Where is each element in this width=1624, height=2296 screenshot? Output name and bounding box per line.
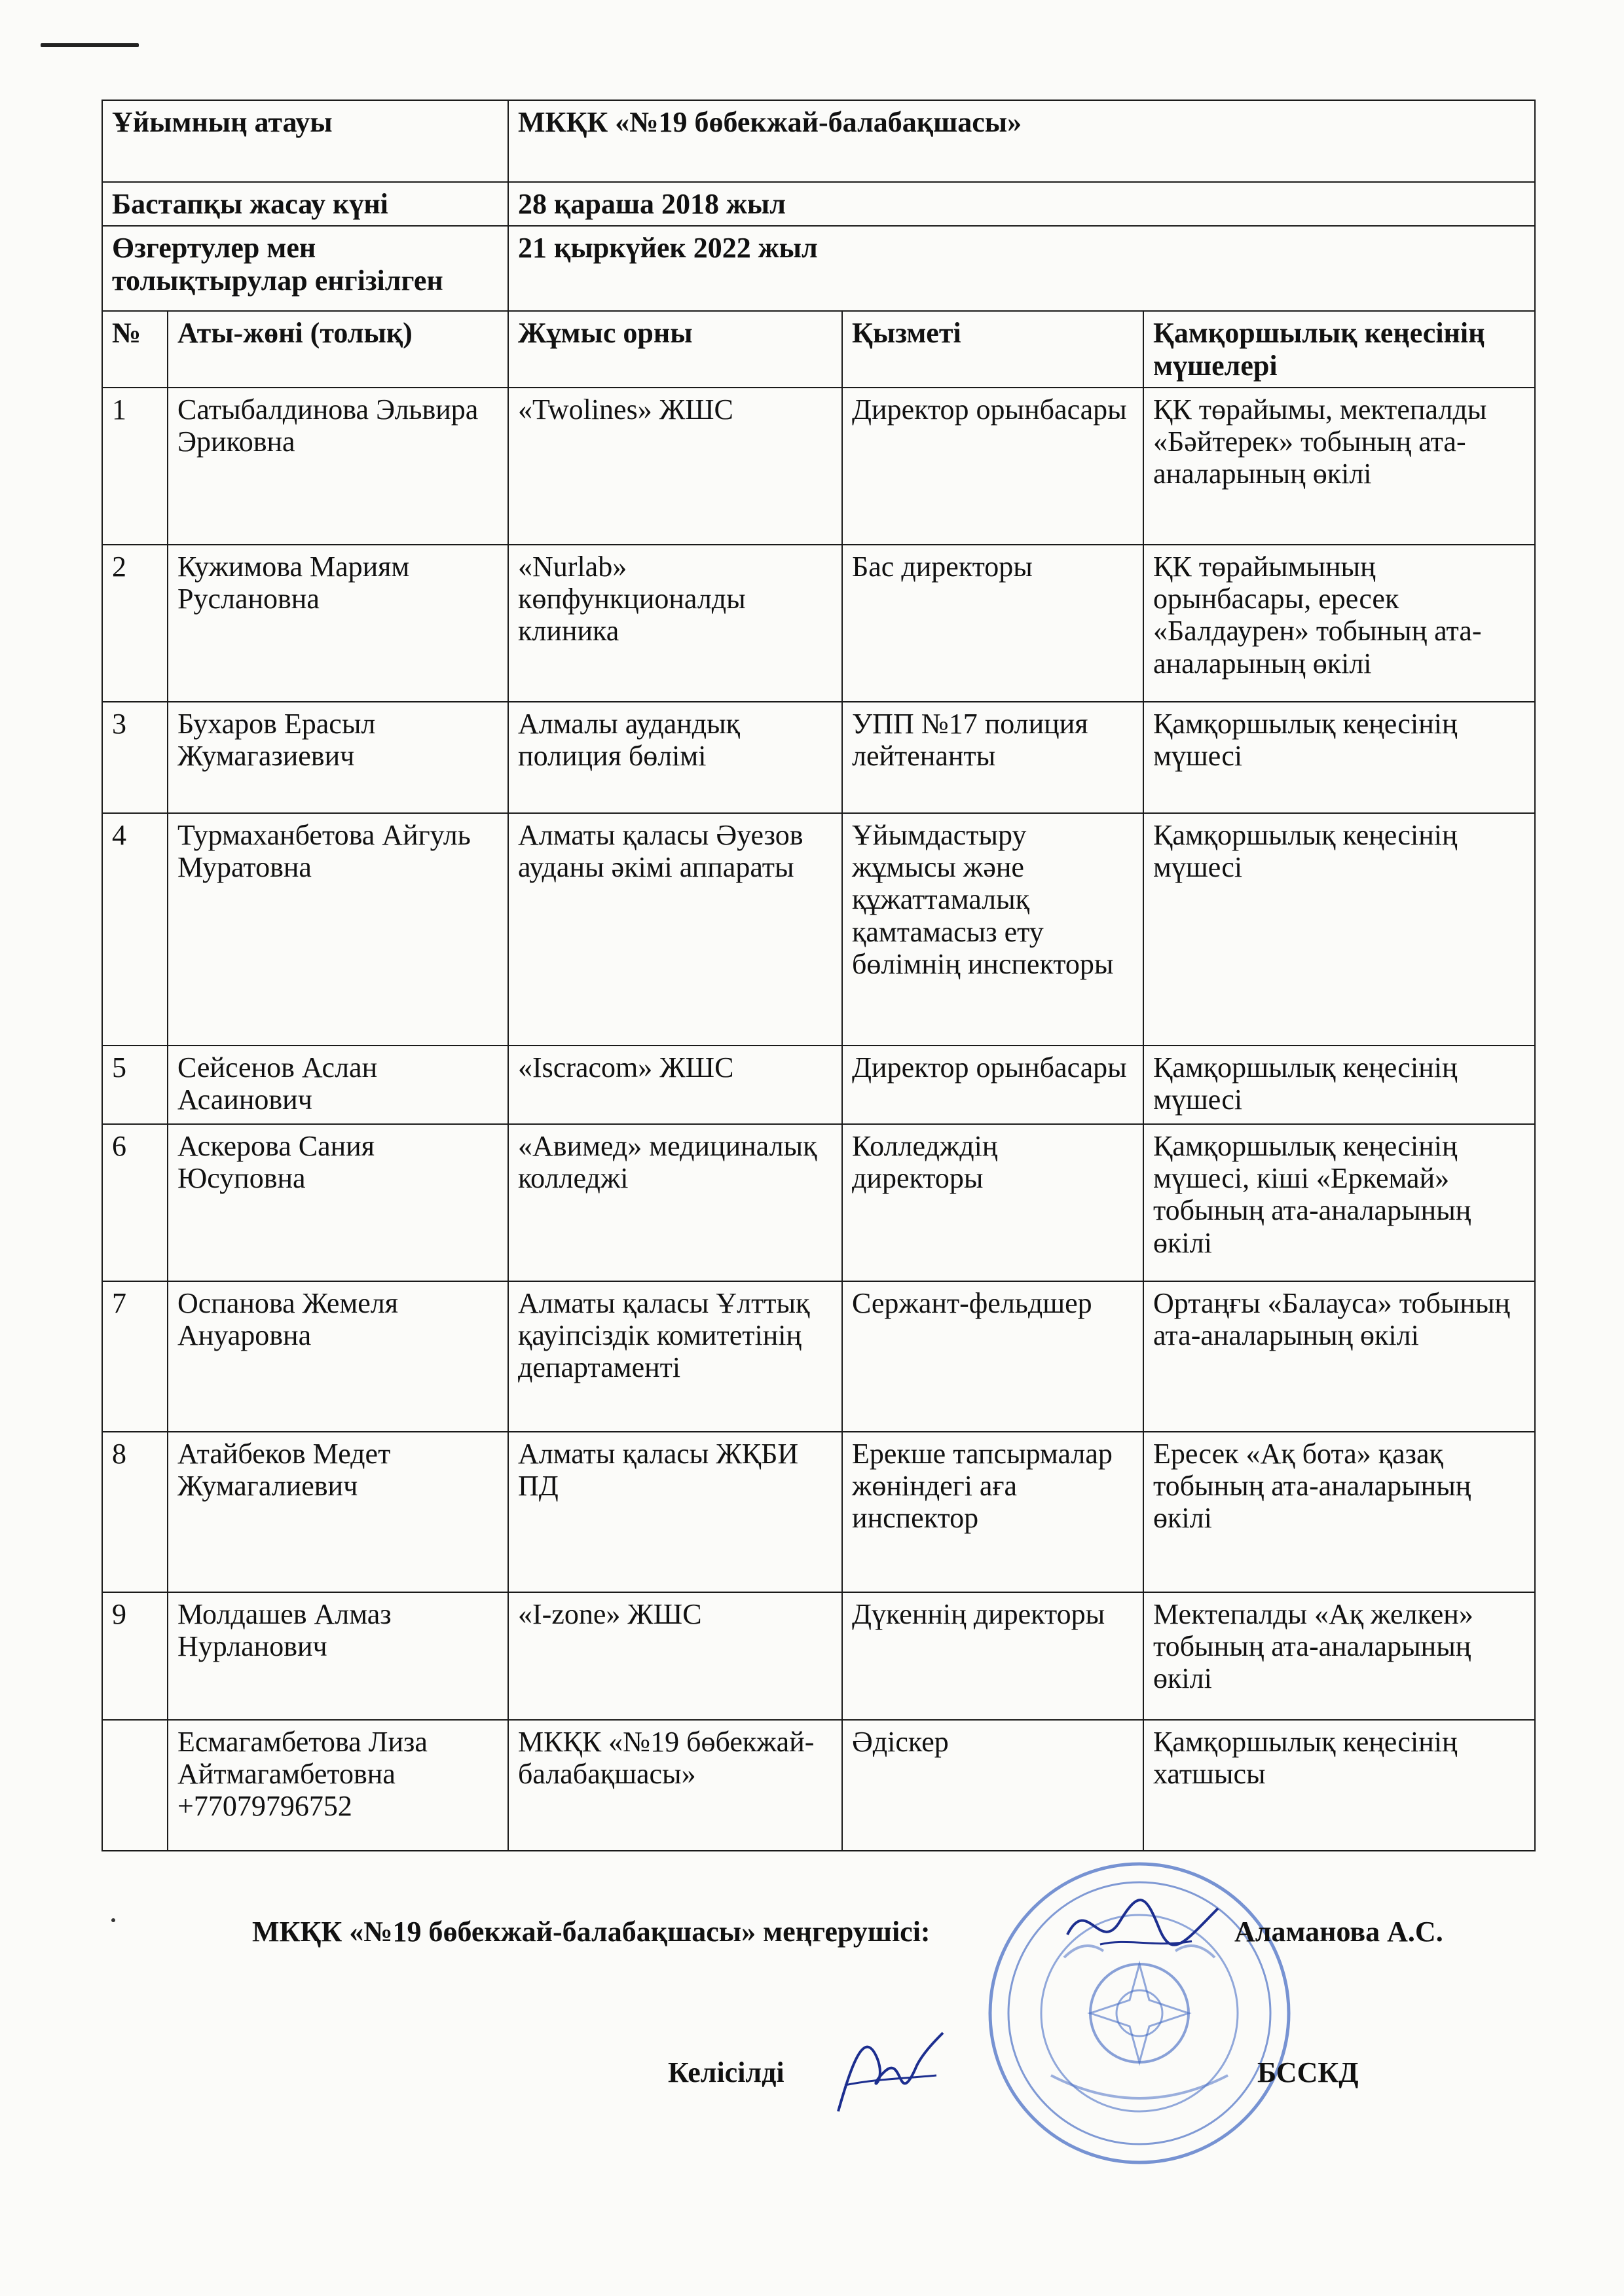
row-role: Қамқоршылық кеңесінің мүшесі, кіші «Еркемай» тобының ата-аналарының өкілі [1143,1124,1535,1281]
table-row [102,813,1535,1046]
row-name: Сатыбалдинова Эльвира Эриковна [168,388,508,545]
created-row [102,182,1535,226]
row-work: «Iscracom» ЖШС [508,1046,842,1124]
row-work: Алматы қаласы Ұлттық қауіпсіздік комитетінің департаменті [508,1281,842,1432]
changed-row [102,226,1535,311]
agreed-label: Келісілді [668,2056,784,2088]
row-num: 2 [102,545,168,702]
row-work: «I-zone» ЖШС [508,1592,842,1720]
row-num: 7 [102,1281,168,1432]
row-position: Директор орынбасары [842,1046,1143,1124]
row-work: Алматы қаласы ЖҚБИ ПД [508,1432,842,1592]
scan-dot [111,1918,115,1922]
table-row [102,702,1535,813]
changed-value: 21 қыркүйек 2022 жыл [508,226,1535,311]
row-role: Қамқоршылық кеңесінің хатшысы [1143,1720,1535,1851]
table-row [102,1281,1535,1432]
row-position: Колледждің директоры [842,1124,1143,1281]
row-name: Оспанова Жемеля Ануаровна [168,1281,508,1432]
row-work: «Twolines» ЖШС [508,388,842,545]
row-role: ҚК төрайымы, мектепалды «Бәйтерек» тобының ата-аналарының өкілі [1143,388,1535,545]
org-row [102,100,1535,182]
row-name: Кужимова Мариям Руслановна [168,545,508,702]
row-position: Ерекше тапсырмалар жөніндегі аға инспектор [842,1432,1143,1592]
org-label: Ұйымның атауы [102,100,508,182]
org-value: МКҚК «№19 бөбекжай-балабақшасы» [508,100,1535,182]
table-row [102,1046,1535,1124]
row-position: УПП №17 полиция лейтенанты [842,702,1143,813]
table-row [102,545,1535,702]
row-num [102,1720,168,1851]
row-name: Аскерова Сания Юсуповна [168,1124,508,1281]
header-num: № [102,311,168,388]
row-num: 9 [102,1592,168,1720]
table-row [102,1720,1535,1851]
row-num: 6 [102,1124,168,1281]
row-position: Бас директоры [842,545,1143,702]
row-name: Атайбеков Медет Жумагалиевич [168,1432,508,1592]
head-signature [1061,1882,1225,1961]
header-name: Аты-жөні (толық) [168,311,508,388]
header-work: Жұмыс орны [508,311,842,388]
row-work: Алмалы аудандық полиция бөлімі [508,702,842,813]
row-role: Мектепалды «Ақ желкен» тобының ата-аналарының өкілі [1143,1592,1535,1720]
created-label: Бастапқы жасау күні [102,182,508,226]
row-name: Бухаров Ерасыл Жумагазиевич [168,702,508,813]
row-position: Дүкеннің директоры [842,1592,1143,1720]
agreed-signature [825,2013,950,2124]
row-position: Директор орынбасары [842,388,1143,545]
created-value: 28 қараша 2018 жыл [508,182,1535,226]
row-role: Қамқоршылық кеңесінің мүшесі [1143,813,1535,1046]
row-num: 8 [102,1432,168,1592]
row-position: Әдіскер [842,1720,1143,1851]
row-name: Турмаханбетова Айгуль Муратовна [168,813,508,1046]
table-row [102,1124,1535,1281]
row-num: 1 [102,388,168,545]
head-title: МКҚК «№19 бөбекжай-балабақшасы» меңгерушісі: [252,1916,931,1948]
row-work: «Авимед» медициналық колледжі [508,1124,842,1281]
row-role: Ортаңғы «Балауса» тобының ата-аналарының өкілі [1143,1281,1535,1432]
row-position: Ұйымдастыру жұмысы және құжаттамалық қамтамасыз ету бөлімнің инспекторы [842,813,1143,1046]
scan-mark [41,43,139,47]
row-name: Есмагамбетова Лиза Айтмагамбетовна +77079796752 [168,1720,508,1851]
row-num: 5 [102,1046,168,1124]
row-work: МКҚК «№19 бөбекжай-балабақшасы» [508,1720,842,1851]
row-name: Молдашев Алмаз Нурланович [168,1592,508,1720]
table-row [102,1432,1535,1592]
head-name: Аламанова А.С. [1234,1916,1443,1948]
row-num: 3 [102,702,168,813]
row-role: Ересек «Ақ бота» қазақ тобының ата-аналарының өкілі [1143,1432,1535,1592]
row-position: Сержант-фельдшер [842,1281,1143,1432]
row-role: ҚК төрайымының орынбасары, ересек «Балдаурен» тобының ата-аналарының өкілі [1143,545,1535,702]
council-table [101,100,1536,1851]
header-role: Қамқоршылық кеңесінің мүшелері [1143,311,1535,388]
row-work: «Nurlab» көпфункционалды клиника [508,545,842,702]
row-role: Қамқоршылық кеңесінің мүшесі [1143,702,1535,813]
agreed-org: БССКД [1257,2056,1359,2088]
row-role: Қамқоршылық кеңесінің мүшесі [1143,1046,1535,1124]
header-position: Қызметі [842,311,1143,388]
row-name: Сейсенов Аслан Асаинович [168,1046,508,1124]
row-work: Алматы қаласы Әуезов ауданы әкімі аппараты [508,813,842,1046]
table-row [102,1592,1535,1720]
document-sheet [101,100,1534,1851]
row-num: 4 [102,813,168,1046]
table-row [102,388,1535,545]
header-row [102,311,1535,388]
changed-label: Өзгертулер мен толықтырулар енгізілген [102,226,508,311]
